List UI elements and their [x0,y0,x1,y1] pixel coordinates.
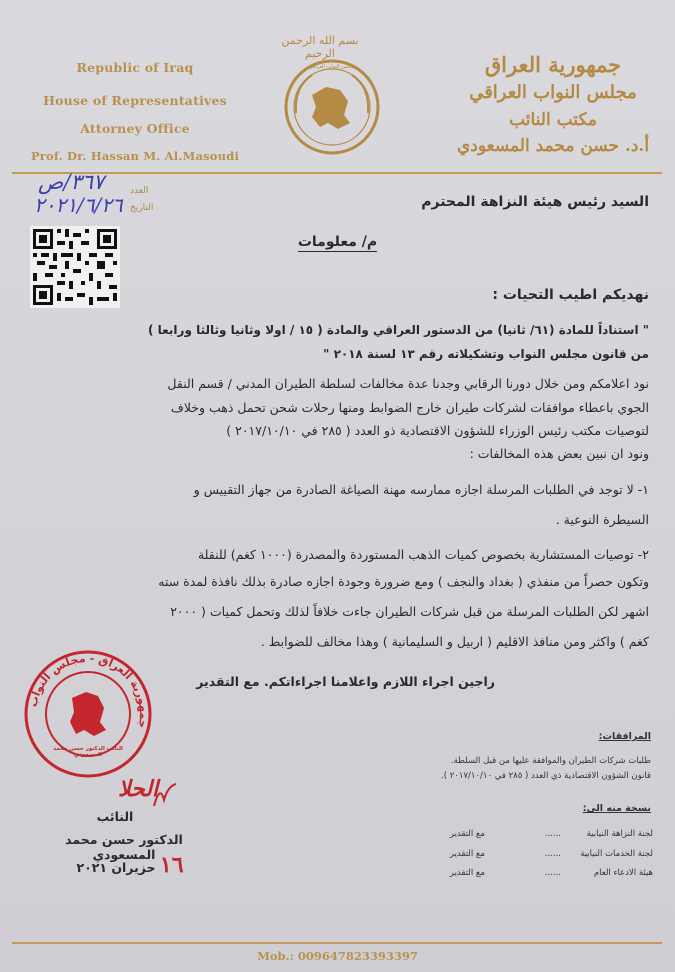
attachment-item-1: طلبات شركات الطيران والموافقة عليها من قبل السلطة. [450,756,651,766]
body-line-6: ونود ان نبين بعض هذه المخالفات : [469,446,649,461]
copy-row-1 [393,829,653,843]
copy-dots-3: ...... [544,868,561,878]
attachments-heading: المرافقات: [598,731,651,742]
stamp-inner-text: النائب الدكتور حسن محمد المسعودي [53,746,123,758]
attachment-item-2: قانون الشؤون الاقتصادية ذي العدد ( ٢٨٥ في ٢٠١٧/١٠/١٠ ). [441,771,651,781]
copy-with-respect-3: مع التقدير [449,868,485,878]
handwritten-date: ٢٠٢١/٦/٢٦ [34,193,123,217]
handwritten-signature: الحلا [118,776,159,802]
letterhead-ar-line3: مكتب النائب [509,110,597,130]
signature-date-day: ١٦ [159,852,184,878]
copy-row-3 [393,868,653,882]
body-line-3: نود اعلامكم ومن خلال دورنا الرقابي وجدنا عدة مخالفات لسلطة الطيران المدني / قسم النقل [167,376,649,391]
recipient: السيد رئيس هيئة النزاهة المحترم [421,194,649,210]
copy-recipient-1: لجنة النزاهة النيابية [586,829,653,839]
body-line-4: الجوي باعطاء موافقات لشركات طيران خارج الضوابط ومنها رحلات شحن تحمل ذهب وخلاف [170,400,649,415]
copies-heading: نسخة منه الى: [582,803,651,814]
body-line-10: وتكون حصراً من منفذي ( بغداد والنجف ) ومع ضرورة وجودة اجازه صادرة بذلك نافذة لمدة سته [158,574,649,589]
body-line-8: السيطرة النوعية . [555,512,649,527]
body-line-11: اشهر لكن الطلبات المرسلة من قبل شركات الطيران جاءت خلافاً لذلك وتحمل كميات ( ٢٠٠٠ [170,604,649,619]
copy-dots-2: ...... [544,849,561,859]
subject [0,234,675,250]
copy-with-respect-1: مع التقدير [449,829,485,839]
letterhead-ar-line1: جمهورية العراق [484,52,622,77]
letterhead-en-line4: Prof. Dr. Hassan M. Al.Masoudi [30,149,240,163]
letterhead-ar-line2: مجلس النواب العراقي [469,82,637,103]
body-line-1: " استناداً للمادة (٦١/ ثانيا) من الدستور العراقي والمادة ( ١٥ / اولا وثانيا وثالثا ورابعا ) [147,323,649,337]
body-line-2: من قانون مجلس النواب وتشكيلاته رقم ١٣ لسنة ٢٠١٨ " [323,347,649,361]
stamp-map-icon [70,692,106,736]
signature-flourish [150,780,180,810]
date-label: التاريخ [130,203,154,213]
signatory-name: الدكتور حسن محمد المسعودي [65,832,183,862]
emblem-caption: مجلس النواب العراقي [308,64,356,70]
footer-divider [12,942,662,944]
iraq-map-icon [312,87,350,129]
copy-row-2 [393,849,653,863]
basmala: بسم الله الرحمن الرحيم [281,34,359,60]
letterhead-en-line2: House of Representatives [43,93,227,108]
signature-date [60,852,200,878]
official-stamp [22,648,154,780]
signature-date-rest: حزيران ٢٠٢١ [76,860,156,875]
parliament-emblem [282,57,382,157]
subject-text: م/ معلومات [297,234,378,250]
letterhead-ar-line4: أ.د. حسن محمد المسعودي [456,136,650,156]
letterhead-en-line1: Republic of Iraq [76,60,194,75]
body-line-5: لتوصيات مكتب رئيس الوزراء للشؤون الاقتصادية ذو العدد ( ٢٨٥ في ٢٠١٧/١٠/١٠ ) [226,423,649,438]
greeting: نهديكم اطيب التحيات : [492,287,649,303]
body-line-7: ١- لا توجد في الطلبات المرسلة اجازه ممارسه مهنة الصياغة الصادرة من جهاز التقييس و [193,482,649,497]
number-label: العدد [130,186,149,196]
copy-dots-1: ...... [544,829,561,839]
letterhead-en-line3: Attorney Office [80,121,190,136]
body-line-12: كغم ) واكثر ومن منافذ الاقليم ( اربيل و السليمانية ) وهذا مخالف للضوابط . [260,634,649,649]
body-line-9: ٢- توصيات المستشارية بخصوص كميات الذهب المستوردة والمصدرة (١٠٠٠ كغم) للنقلة [197,547,649,562]
handwritten-number: ٣٦٧/ص [38,170,105,194]
footer-mobile: Mob.: 009647823393397 [257,949,418,963]
header-divider [12,172,662,174]
copy-recipient-2: لجنة الخدمات النيابية [580,849,653,859]
stamp-outer-text: جمهورية العراق - مجلس النواب [26,651,151,730]
copy-recipient-3: هيئة الادعاء العام [593,868,653,878]
signatory-title: النائب [96,809,134,824]
copy-with-respect-2: مع التقدير [449,849,485,859]
closing-line: راجين اجراء اللازم واعلامنا اجراءاتكم. مع التقدير [196,674,495,689]
